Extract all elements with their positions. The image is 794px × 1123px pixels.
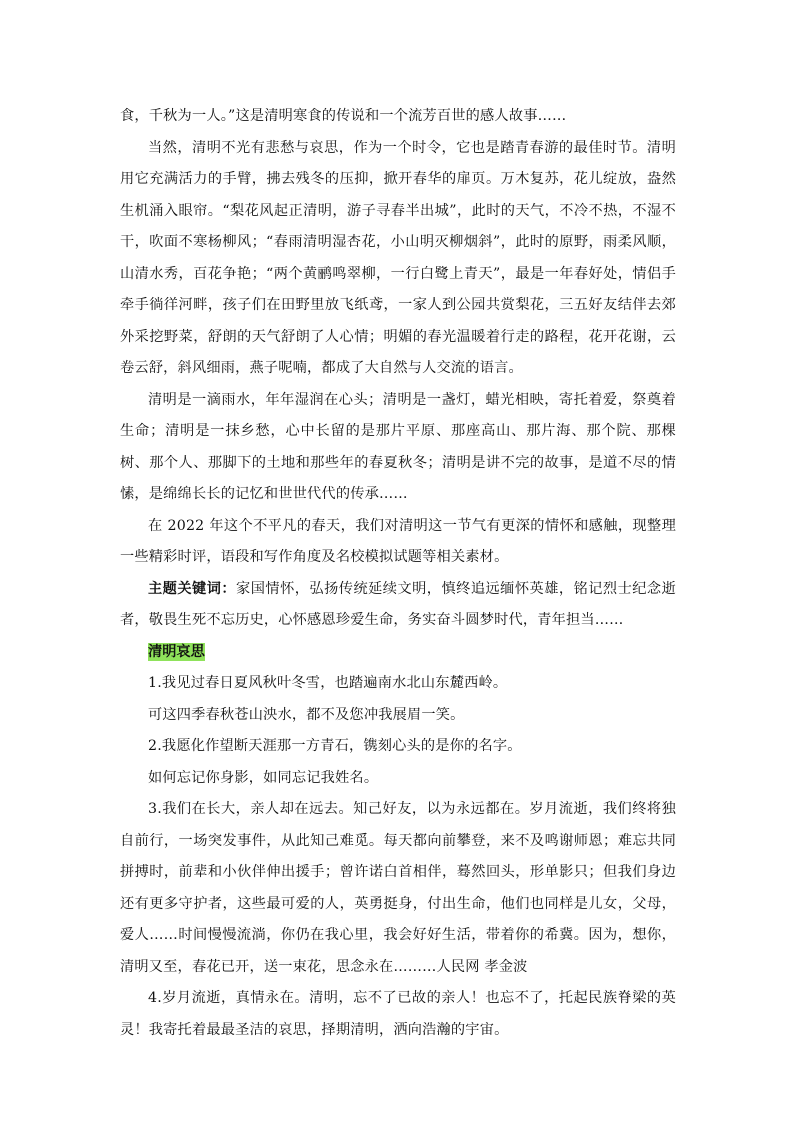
- item-3: 3.我们在长大，亲人却在远去。知己好友，以为永远都在。岁月流逝，我们终将独自前行，一场突发事件，从此知己难觅。每天都向前攀登，来不及鸣谢师恩；难忘共同拼搏时，前辈和小伙伴伸出援手；曾许诺白首相伴，蓦然回头，形单影只；但我们身边还有更多守护者，这些最可爱的人，英勇挺身，付出生命，他们也同样是儿女，父母，爱人……时间慢慢流淌，你仍在我心里，我会好好生活，带着你的希冀。因为，想你，清明又至，春花已开，送一束花，思念永在………人民网 孝金波: [120, 801, 676, 975]
- item-2-line-1: 2.我愿化作望断天涯那一方青石，镌刻心头的是你的名字。: [148, 738, 522, 754]
- section-heading: 清明哀思: [148, 643, 205, 660]
- section-heading-wrapper: [120, 637, 676, 669]
- paragraph-keywords: [120, 574, 676, 637]
- paragraph-2022-spring: 在 2022 年这个不平凡的春天，我们对清明这一节气有更深的情怀和感触，现整理一些精彩时评，语段和写作角度及名校模拟试题等相关素材。: [120, 517, 676, 565]
- item-1-line-1: 1.我见过春日夏风秋叶冬雪，也踏遍南水北山东麓西岭。: [148, 675, 508, 691]
- item-4: 4.岁月流逝，真情永在。清明，忘不了已故的亲人！也忘不了，托起民族脊梁的英灵！我寄托着最最圣洁的哀思，择期清明，洒向浩瀚的宇宙。: [120, 990, 676, 1038]
- keywords-text: 家国情怀，弘扬传统延续文明，慎终追远缅怀英雄，铭记烈士纪念逝者，敬畏生死不忘历史，心怀感恩珍爱生命，务实奋斗圆梦时代，青年担当……: [120, 580, 676, 628]
- paragraph-spring-outing: 当然，清明不光有悲愁与哀思，作为一个时令，它也是踏青春游的最佳时节。清明用它充满活力的手臂，拂去残冬的压抑，掀开春华的扉页。万木复苏，花儿绽放，盎然生机涌入眼帘。“梨花风起正清明，游子寻春半出城”，此时的天气，不冷不热，不湿不干，吹面不寒杨柳风；“春雨清明湿杏花，小山明灭柳烟斜”，此时的原野，雨柔风顺，山清水秀，百花争艳；“两个黄鹂鸣翠柳，一行白鹭上青天”，最是一年春好处，情侣手牵手徜徉河畔，孩子们在田野里放飞纸鸢，一家人到公园共赏梨花，三五好友结伴去郊外采挖野菜，舒朗的天气舒朗了人心情；明媚的春光温暖着行走的路程，花开花谢，云卷云舒，斜风细雨，燕子呢喃，都成了大自然与人交流的语言。: [120, 139, 676, 376]
- keywords-label: 主题关键词：: [148, 580, 237, 597]
- paragraph-intro-end: 食，千秋为一人。”这是清明寒食的传说和一个流芳百世的感人故事……: [120, 108, 567, 124]
- paragraph-qingming-meaning: 清明是一滴雨水，年年湿润在心头；清明是一盏灯，蜡光相映，寄托着爱，祭奠着生命；清明是一抹乡愁，心中长留的是那片平原、那座高山、那片海、那个院、那棵树、那个人、那脚下的土地和那些年的春夏秋冬；清明是讲不完的故事，是道不尽的情愫，是绵绵长长的记忆和世世代代的传承……: [120, 391, 676, 502]
- document-page: [120, 101, 676, 1046]
- item-2-line-2: 如何忘记你身影，如同忘记我姓名。: [148, 769, 379, 786]
- item-1-line-2: 可这四季春秋苍山泱水，都不及您冲我展眉一笑。: [148, 706, 465, 723]
